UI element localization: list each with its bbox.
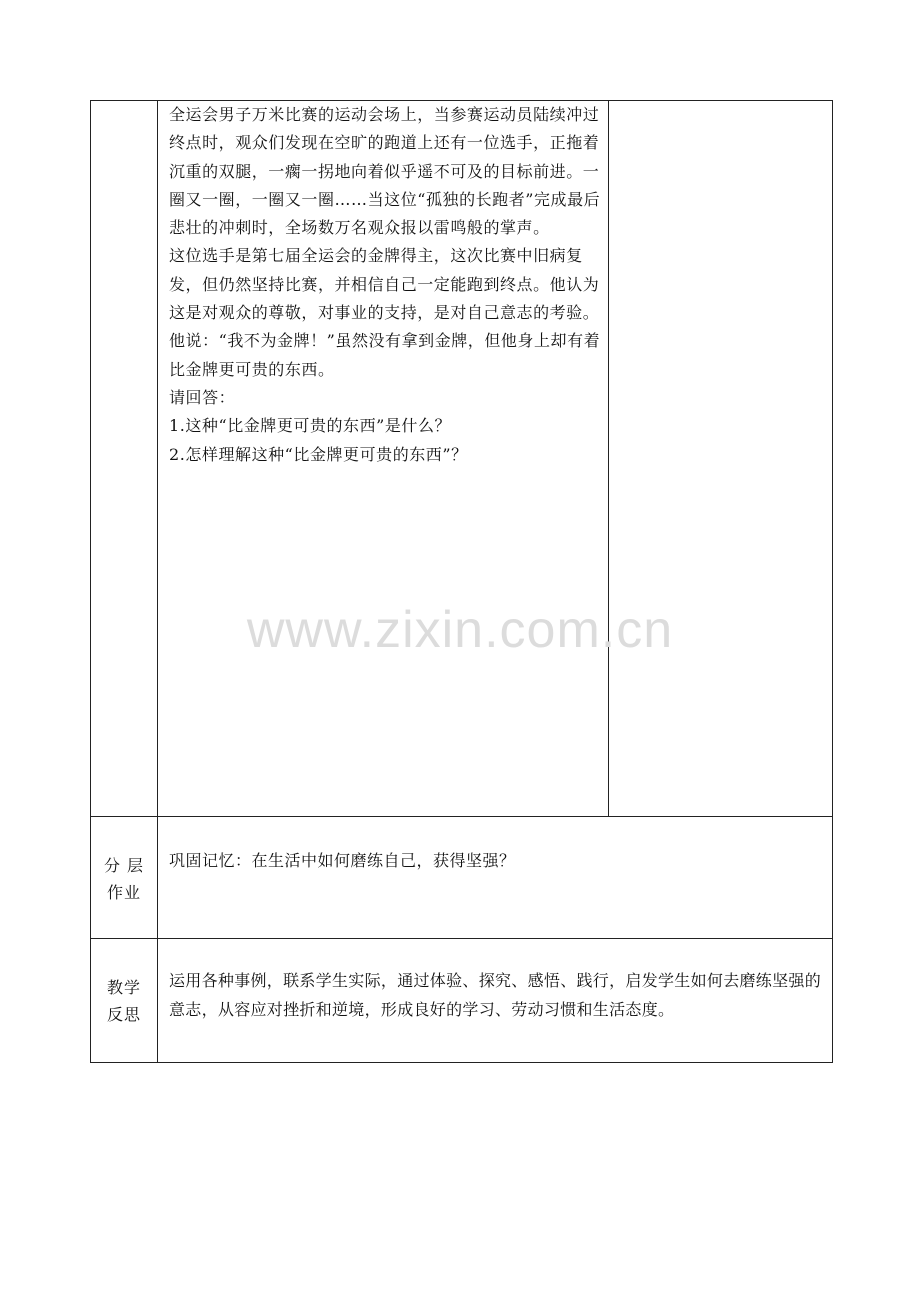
homework-text: 巩固记忆：在生活中如何磨练自己，获得坚强？	[169, 851, 516, 870]
reflection-content-cell	[158, 939, 833, 1063]
question-1: 1.这种“比金牌更可贵的东西”是什么？	[169, 416, 452, 436]
activity-row	[91, 101, 833, 817]
activity-label-cell	[91, 101, 158, 817]
homework-label	[91, 817, 157, 906]
reflection-label-cell	[91, 939, 158, 1063]
activity-content-cell	[158, 101, 609, 817]
reflection-text: 运用各种事例，联系学生实际，通过体验、探究、感悟、践行，启发学生如何去磨练坚强的意志，从容应对挫折和逆境，形成良好的学习、劳动习惯和生活态度。	[169, 971, 822, 1019]
homework-label-line-1: 分 层	[103, 856, 145, 875]
watermark: www.zixin.com.cn	[246, 601, 674, 659]
lesson-plan-table	[90, 100, 833, 1063]
homework-row	[91, 817, 833, 939]
story-paragraph-2: 这位选手是第七届全运会的金牌得主，这次比赛中旧病复发，但仍然坚持比赛，并相信自己一定能跑到终点。他认为这是对观众的尊敬，对事业的支持，是对自己意志的考验。他说：“我不为金牌！”虽然没有拿到金牌，但他身上却有着比金牌更可贵的东西。	[169, 246, 601, 379]
story-paragraph-1: 全运会男子万米比赛的运动会场上，当参赛运动员陆续冲过终点时，观众们发现在空旷的跑道上还有一位选手，正拖着沉重的双腿，一瘸一拐地向着似乎遥不可及的目标前进。一圈又一圈，一圈又一圈……当这位“孤独的长跑者”完成最后悲壮的冲刺时，全场数万名观众报以雷鸣般的掌声。	[169, 105, 601, 238]
reflection-label-line-2: 反思	[106, 1005, 141, 1024]
reflection-label	[91, 939, 157, 1028]
homework-label-cell	[91, 817, 158, 939]
question-2: 2.怎样理解这种“比金牌更可贵的东西”？	[169, 444, 468, 464]
homework-label-line-2: 作业	[106, 883, 141, 902]
answer-prompt: 请回答：	[169, 387, 236, 407]
homework-content-cell	[158, 817, 833, 939]
reflection-label-line-1: 教学	[106, 978, 141, 997]
story-content	[158, 101, 608, 469]
activity-notes-cell	[609, 101, 833, 817]
reflection-row	[91, 939, 833, 1063]
